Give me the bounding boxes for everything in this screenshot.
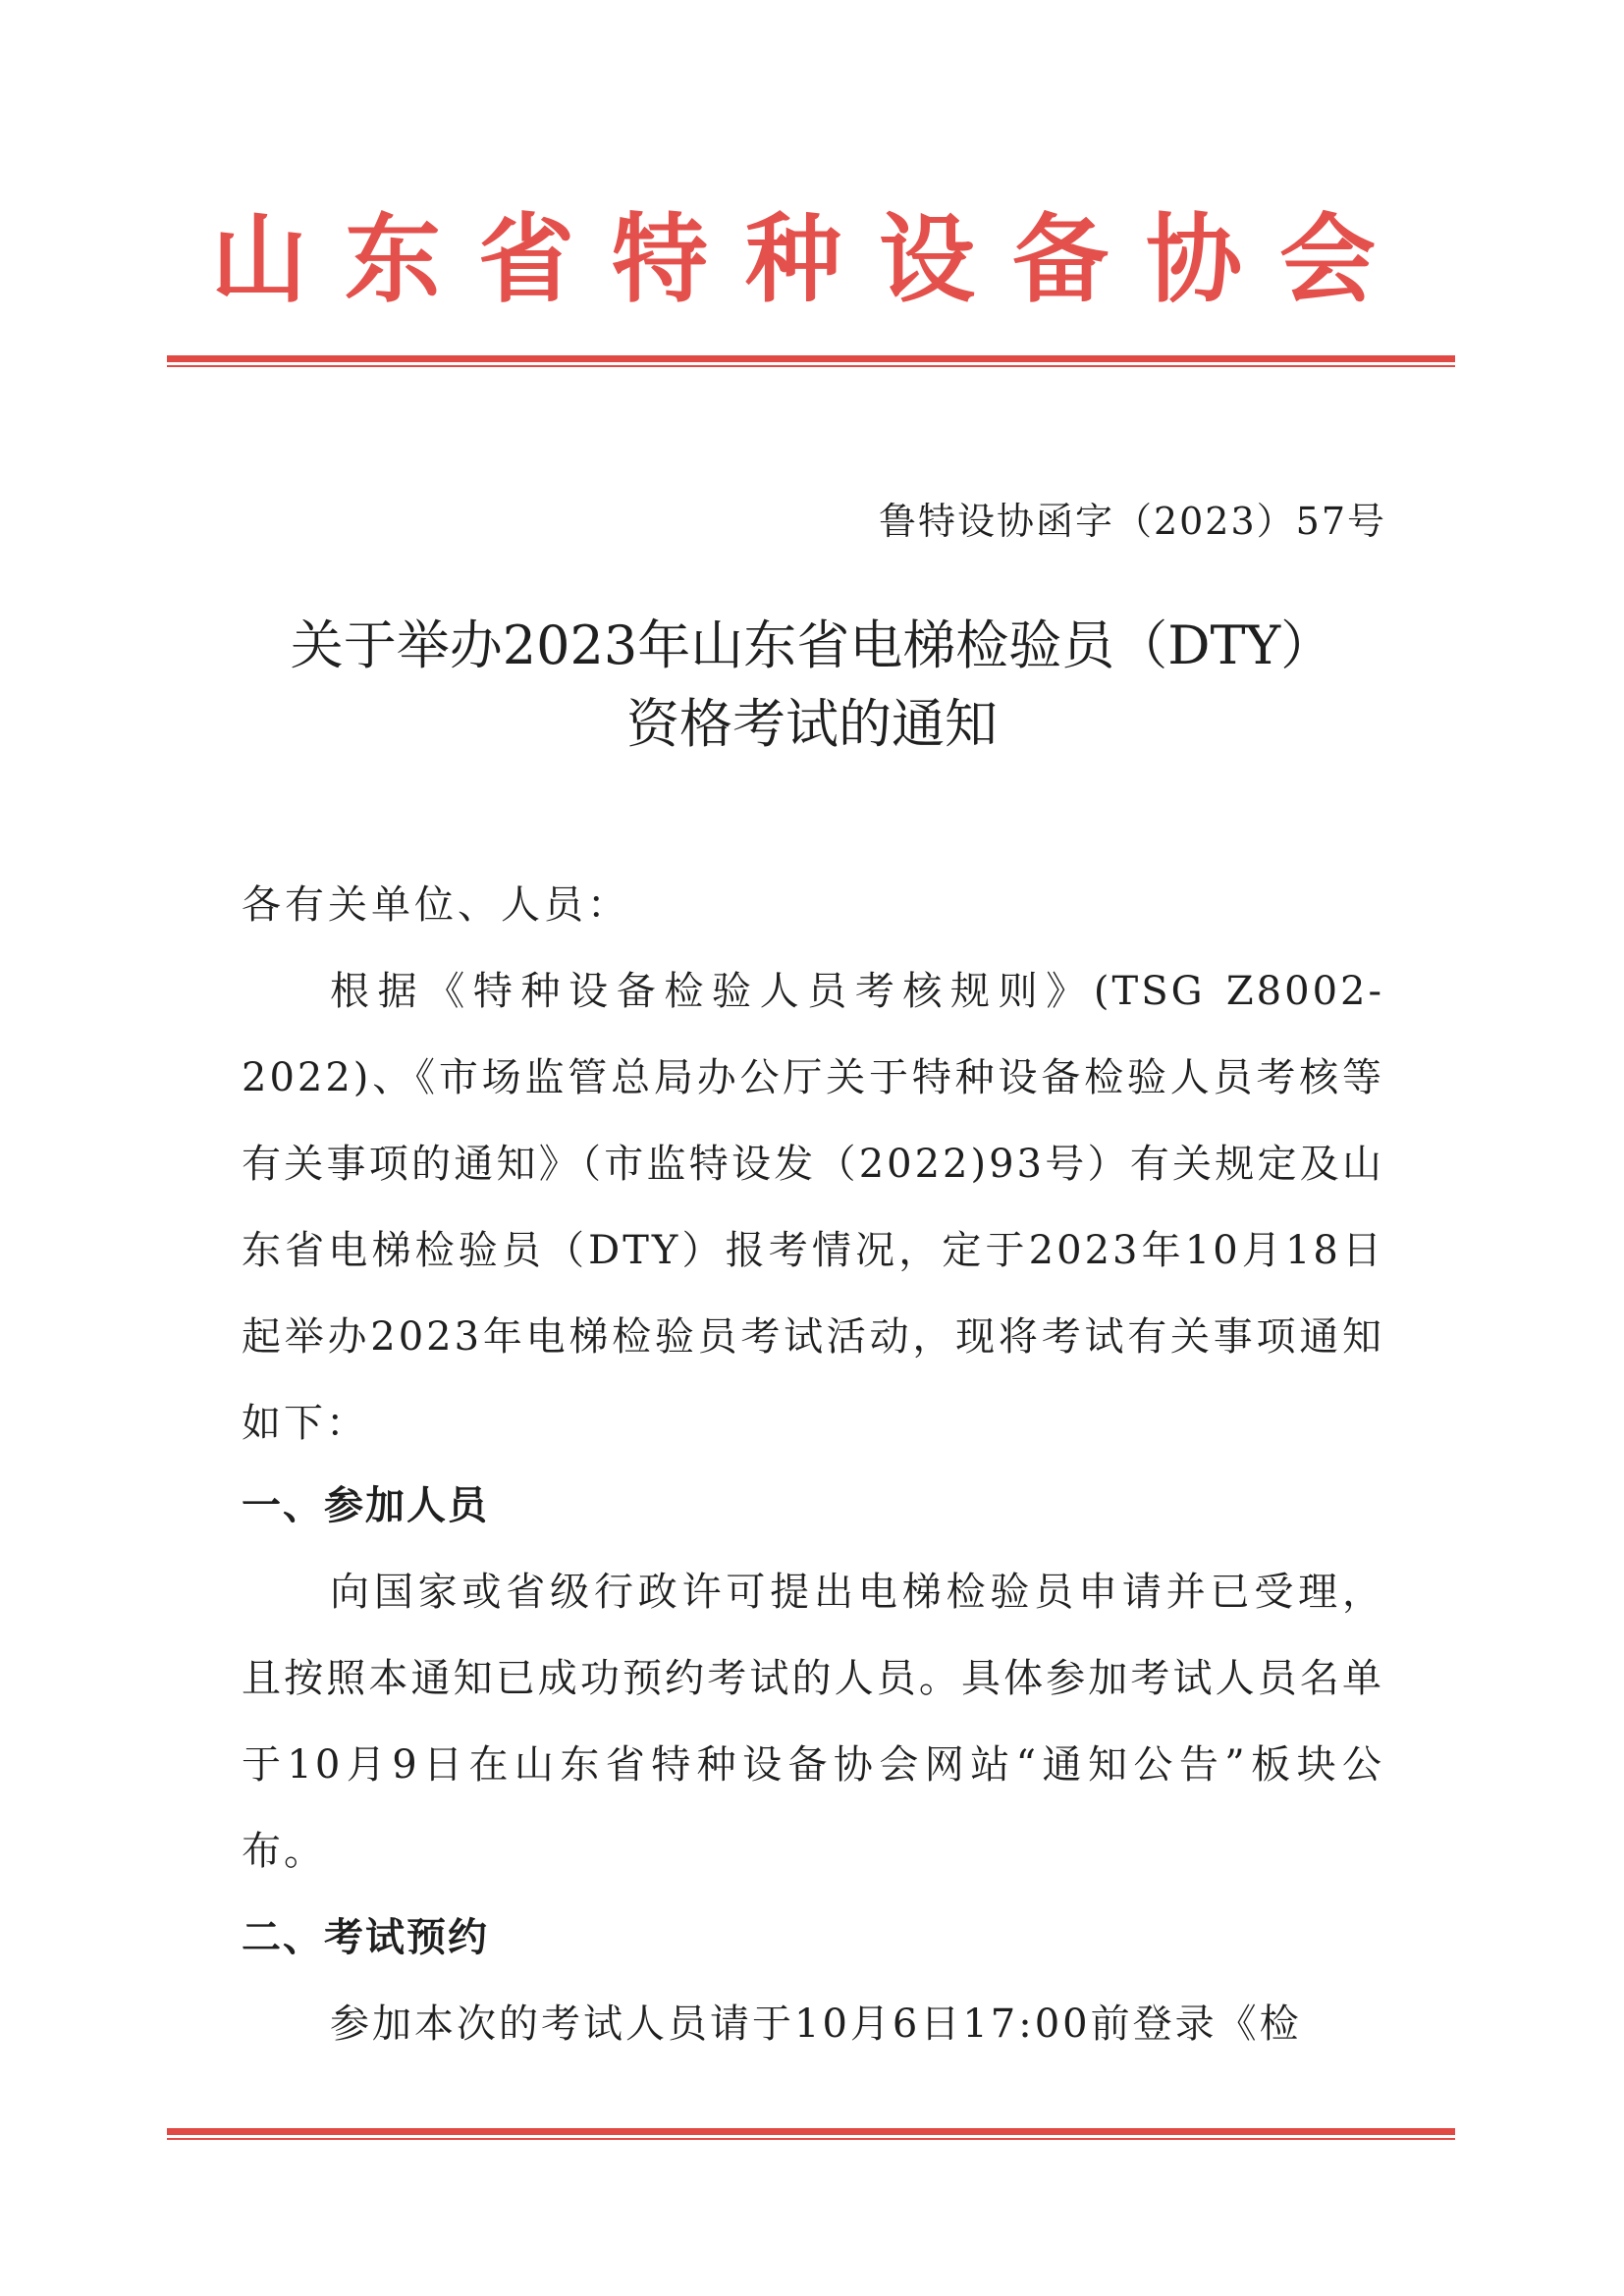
document-title-line-1: 关于举办2023年山东省电梯检验员（DTY） (290, 614, 1334, 676)
section-1-paragraph-text: 向国家或省级行政许可提出电梯检验员申请并已受理，且按照本通知已成功预约考试的人员。具体参加考试人员名单于10月9日在山东省特种设备协会网站“通知公告”板块公布。 (242, 1570, 1384, 1874)
letterhead-red-rule (167, 355, 1455, 367)
document-title-line-2: 资格考试的通知 (626, 693, 998, 755)
section-2-heading: 二、考试预约 (242, 1915, 489, 1960)
intro-paragraph-text: 根据《特种设备检验人员考核规则》(TSG Z8002-2022)、《市场监管总局办公厅关于特种设备检验人员考核等有关事项的通知》（市监特设发（2022)93号）有关规定及山东省电梯检验员（DTY）报考情况，定于2023年10月18日起举办2023年电梯检验员考试活动，现将考试有关事项通知如下： (242, 969, 1384, 1446)
section-2-paragraph (242, 1981, 1384, 2067)
document-number: 鲁特设协函字（2023）57号 (878, 500, 1386, 543)
footer-red-rule (167, 2128, 1455, 2140)
letterhead-org-name: 山东省特种设备协会 (210, 204, 1413, 316)
intro-paragraph (242, 948, 1384, 1467)
document-title (196, 607, 1428, 764)
salutation: 各有关单位、人员： (242, 882, 630, 928)
section-1-heading: 一、参加人员 (242, 1483, 489, 1528)
section-2-paragraph-text: 参加本次的考试人员请于10月6日17:00前登录《检 (330, 2002, 1302, 2047)
section-1-paragraph (242, 1549, 1384, 1895)
